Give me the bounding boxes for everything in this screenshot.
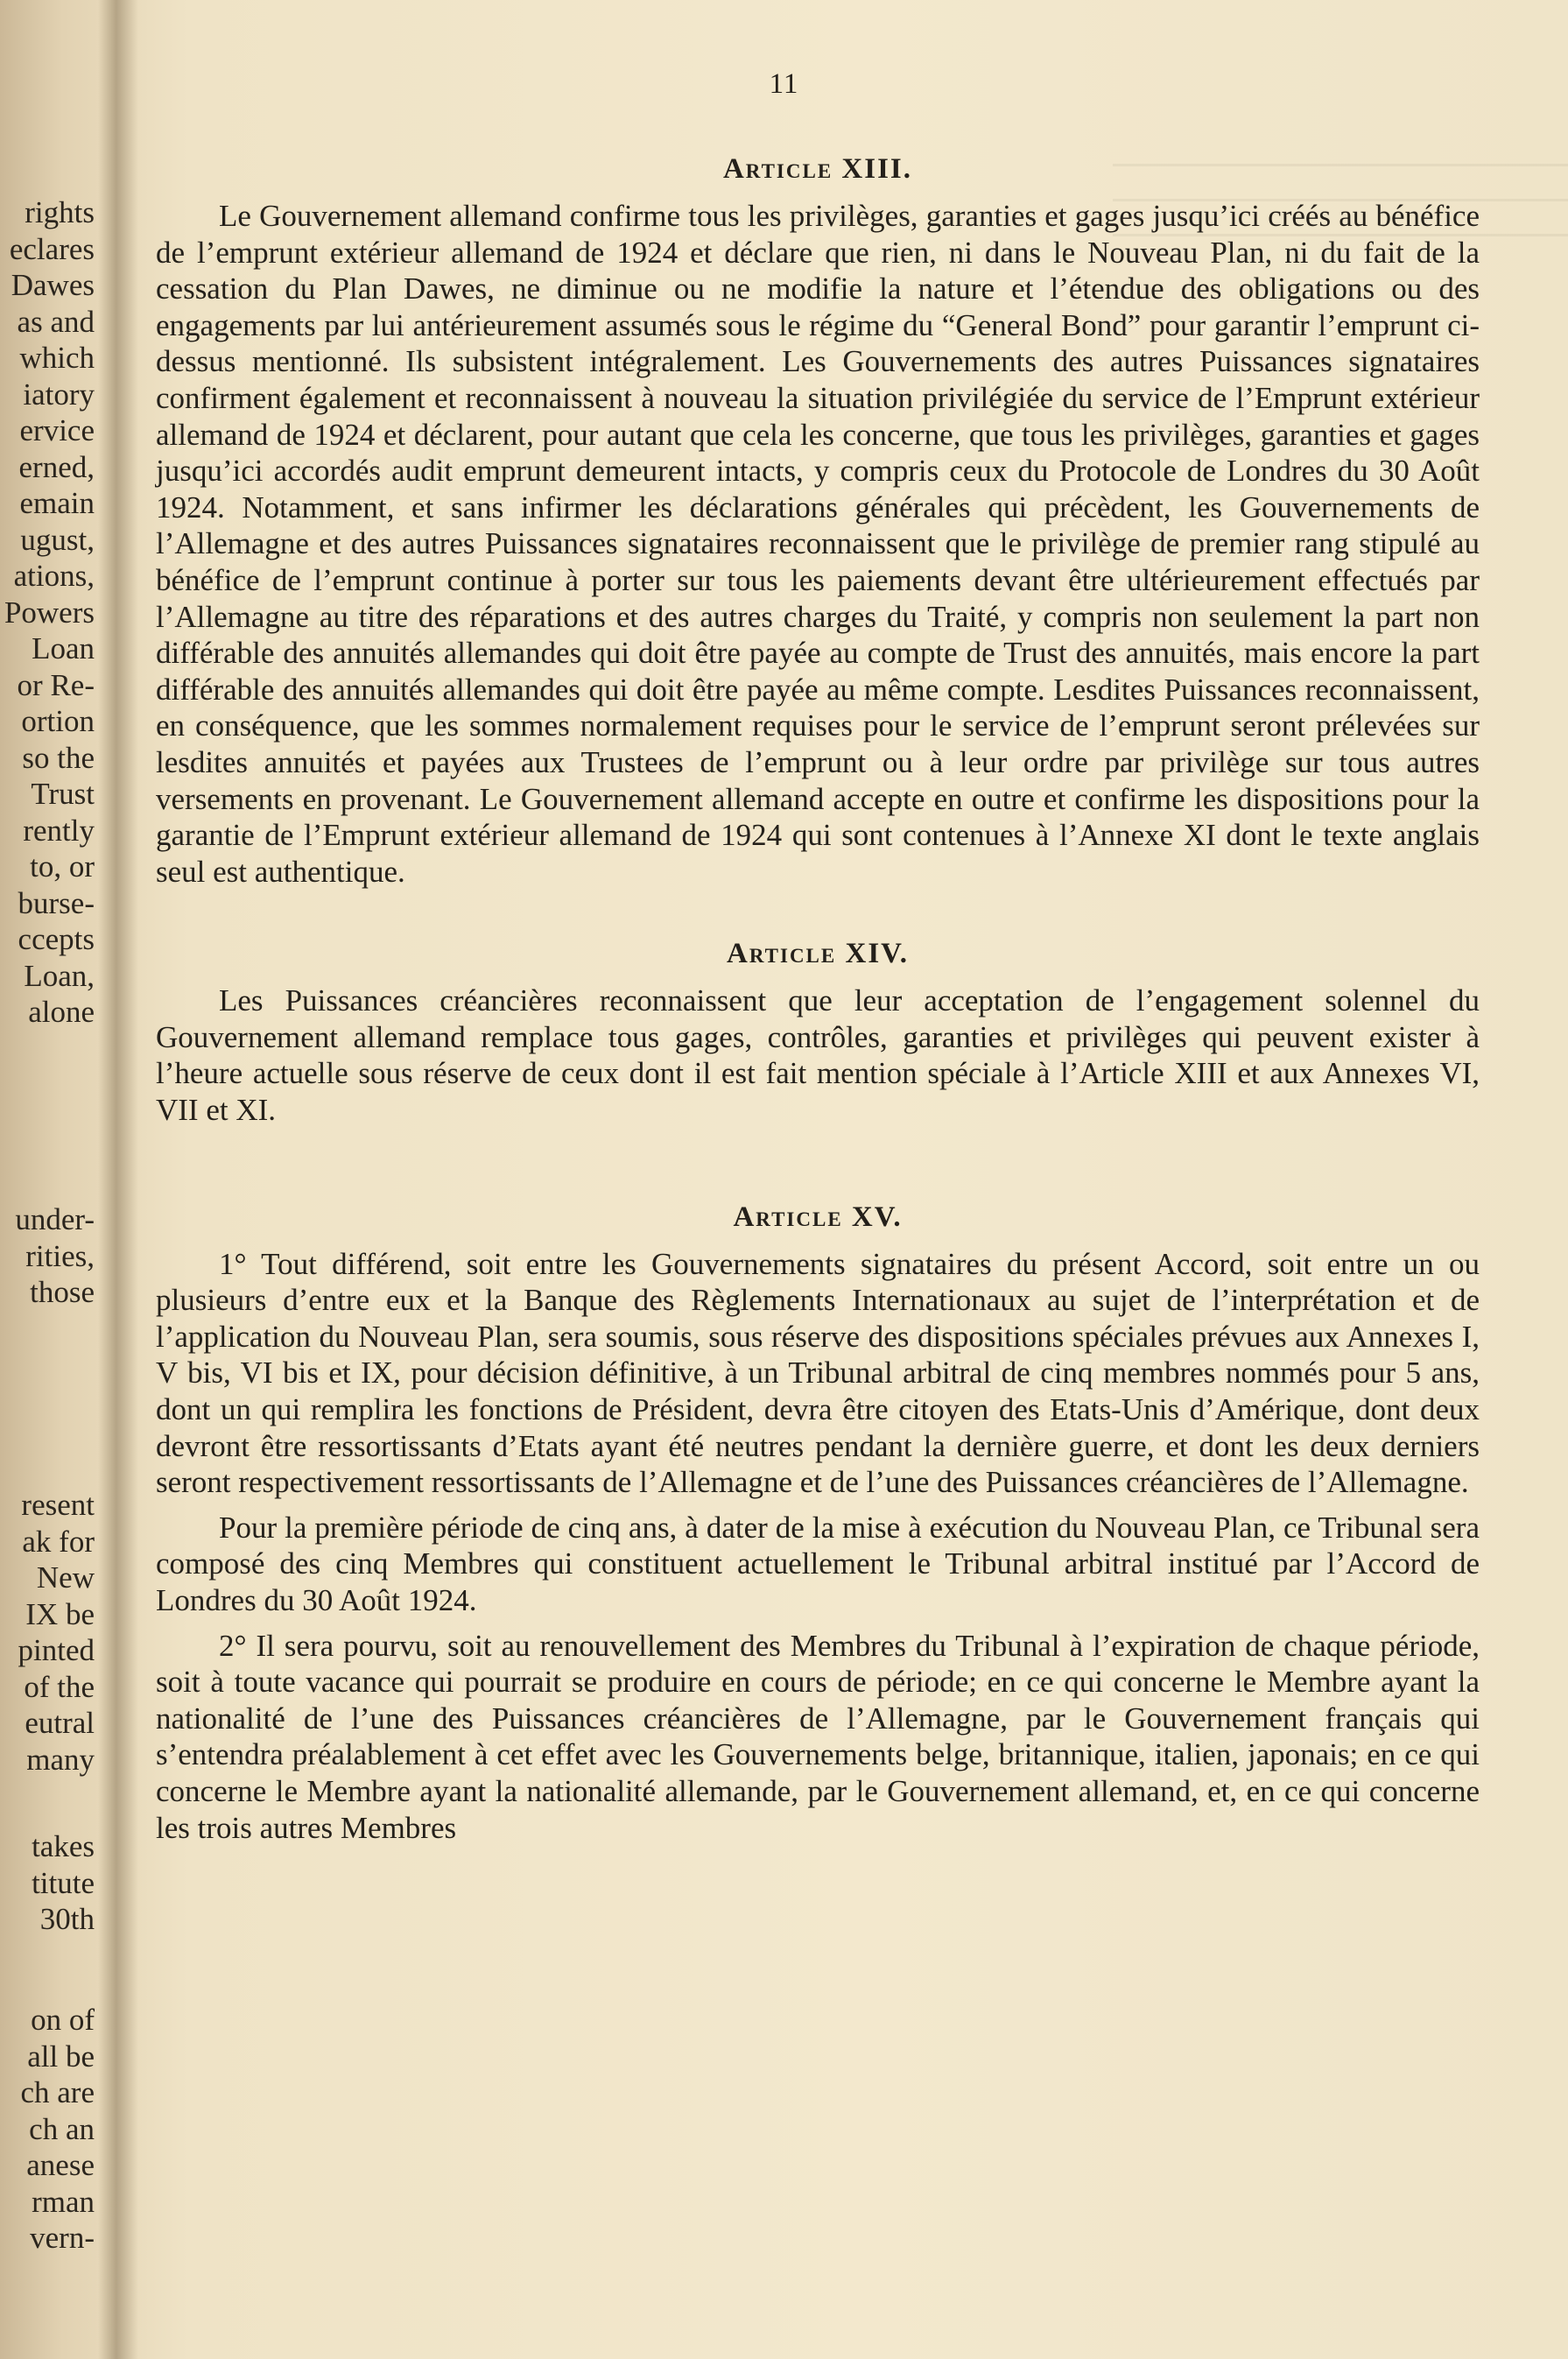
article-heading: Article XIV.	[727, 938, 909, 970]
article-paragraph: Le Gouvernement allemand confirme tous les privilèges, garanties et gages jusqu’ici créés au bénéfice de l’emprunt extérieur allemand de 1924 et déclare que rien, ni dans le Nouveau Plan, ni du fait de la cessation du Plan Dawes, ne diminue ou ne modifie la nature et l’étendue des obligations ou des engagements par lui antérieurement assumés sous le régime du “General Bond” pour garantir l’emprunt ci-dessus mentionné. Ils subsistent intégralement. Les Gouvernements des autres Puissances signataires confirment également et reconnaissent à nouveau la situation privilégiée du service de l’Emprunt extérieur allemand de 1924 et déclarent, pour autant que cela les concerne, que tous les privilèges, garanties et gages jusqu’ici accordés audit emprunt demeurent intacts, y compris ceux du Protocole de Londres du 30 Août 1924. Notamment, et sans infirmer les déclarations générales qui précèdent, les Gouvernements de l’Allemagne et des autres Puissances signataires reconnaissent que le privilège de premier rang stipulé au bénéfice de l’emprunt continue à porter sur tous les paiements devant être ultérieurement effectués par l’Allemagne au titre des réparations et des autres charges du Traité, y compris non seulement la part non différable des annuités allemandes qui doit être payée au compte de Trust des annuités, mais encore la part différable des annuités allemandes qui doit être payée au même compte. Lesdites Puissances reconnaissent, en conséquence, que les sommes normalement requises pour le service de l’emprunt seront prélevées sur lesdites annuités et payées aux Trustees de l’emprunt ou à leur ordre par privilège sur tous autres versements en provenant. Le Gouvernement allemand accepte en outre et confirme les dispositions pour la garantie de l’Emprunt extérieur allemand de 1924 qui sont contenues à l’Annexe XI dont le texte anglais seul est authentique.	[156, 199, 1480, 889]
facing-page-line: Loan	[32, 631, 95, 665]
article-paragraph: 2° Il sera pourvu, soit au renouvellement des Membres du Tribunal à l’expiration de chaque période, soit à toute vacance qui pourrait se produire en cours de période; en ce qui concerne le Membre ayant la nationalité de l’une des Puissances créancières de l’Allemagne, par le Gouvernement français qui s’entendra préalablement à cet effet avec les Gouvernements belge, britannique, italien, japonais; en ce qui concerne le Membre ayant la nationalité allemande, par le Gouvernement allemand, et, en ce qui concerne les trois autres Membres	[156, 1628, 1480, 1845]
facing-page-line: rights	[25, 195, 95, 229]
facing-page-line: of the	[24, 1669, 95, 1704]
facing-page-line: many	[26, 1742, 95, 1777]
article-paragraph: Les Puissances créancières reconnaissent que leur acceptation de l’engagement solennel du Gouvernement allemand remplace tous gages, contrôles, garanties et privilèges qui peuvent exister à l’heure actuelle sous réserve de ceux dont il est fait mention spéciale à l’Article XIII et aux Annexes VI, VII et XI.	[156, 983, 1480, 1128]
facing-page-group	[0, 1828, 95, 1938]
article-xv	[156, 1188, 1480, 1847]
facing-page-line: rman	[32, 2184, 95, 2219]
facing-page-line: New	[36, 1560, 95, 1595]
facing-page-group	[0, 2002, 95, 2257]
article-paragraph: 1° Tout différend, soit entre les Gouvernements signataires du présent Accord, soit entre un ou plusieurs d’entre eux et la Banque des Règlements Internationaux au sujet de l’interprétation et de l’application du Nouveau Plan, sera soumis, sous réserve des dispositions spéciales prévues aux Annexes I, V bis, VI bis et IX, pour décision définitive, à un Tribunal arbitral de cinq membres nommés pour 5 ans, dont un qui remplira les fonctions de Président, devra être citoyen des Etats-Unis d’Amérique, dont deux devront être ressortissants d’Etats ayant été neutres pendant la dernière guerre, et dont les deux derniers seront respectivement ressortissants de l’Allemagne et de l’une des Puissances créancières de l’Allemagne.	[156, 1246, 1480, 1500]
facing-page-line: IX be	[25, 1596, 95, 1631]
facing-page-line: rities,	[25, 1238, 95, 1273]
facing-page-line: on of	[31, 2003, 95, 2037]
facing-page-line: Trust	[31, 777, 95, 811]
article-heading: Article XIII.	[722, 153, 913, 185]
facing-page-group	[0, 1201, 95, 1311]
facing-page-line: those	[30, 1275, 95, 1309]
facing-page-line: pinted	[18, 1633, 95, 1667]
facing-page-line: ch are	[20, 2075, 95, 2109]
facing-page-line: ccepts	[18, 922, 95, 956]
section-spacer	[156, 890, 1480, 925]
facing-page-line: iatory	[23, 377, 95, 412]
section-spacer	[156, 1129, 1480, 1188]
facing-page-line: resent	[21, 1488, 95, 1522]
book-gutter	[98, 0, 138, 2359]
facing-page-line: takes	[32, 1829, 95, 1863]
facing-page-line: to, or	[30, 849, 95, 884]
facing-page-line: emain	[19, 486, 95, 520]
facing-page-line: as and	[17, 304, 95, 339]
facing-page-line: so the	[22, 740, 95, 775]
facing-page-line: erned,	[18, 449, 95, 484]
page-number: 11	[769, 68, 799, 100]
facing-page-edge	[0, 194, 98, 2348]
facing-page-line: ak for	[22, 1524, 95, 1559]
facing-page-line: rently	[23, 813, 95, 848]
facing-page-line: ations,	[13, 559, 95, 593]
facing-page-line: eutral	[25, 1706, 95, 1740]
facing-page-line: burse-	[18, 885, 95, 920]
facing-page-line: under-	[15, 1202, 95, 1236]
facing-page-line: anese	[26, 2148, 95, 2182]
article-paragraph: Pour la première période de cinq ans, à dater de la mise à exécution du Nouveau Plan, ce Tribunal sera composé des cinq Membres qui constituent actuellement le Tribunal arbitral institué par l’Accord de Londres du 30 Août 1924.	[156, 1510, 1480, 1617]
facing-page-line: vern-	[30, 2221, 95, 2255]
facing-page-line: which	[19, 341, 95, 375]
facing-page-line: ortion	[21, 704, 95, 738]
facing-page-line: 30th	[39, 1902, 95, 1936]
facing-page-group	[0, 194, 95, 1031]
article-xiv	[156, 925, 1480, 1128]
facing-page-line: eclares	[9, 231, 95, 266]
facing-page-line: ch an	[29, 2111, 95, 2146]
facing-page-line: or Re-	[17, 667, 95, 702]
facing-page-group	[0, 1487, 95, 1778]
facing-page-line: alone	[28, 995, 95, 1029]
facing-page-line: ervice	[19, 413, 95, 447]
article-xiii	[156, 140, 1480, 890]
article-heading: Article XV.	[733, 1201, 903, 1233]
facing-page-line: Dawes	[11, 268, 95, 302]
page-body	[156, 140, 1480, 1846]
facing-page-line: titute	[32, 1865, 95, 1900]
facing-page-line: all be	[27, 2039, 95, 2074]
facing-page-line: Powers	[4, 595, 95, 630]
facing-page-line: Loan,	[24, 958, 95, 993]
facing-page-line: ugust,	[20, 522, 95, 557]
